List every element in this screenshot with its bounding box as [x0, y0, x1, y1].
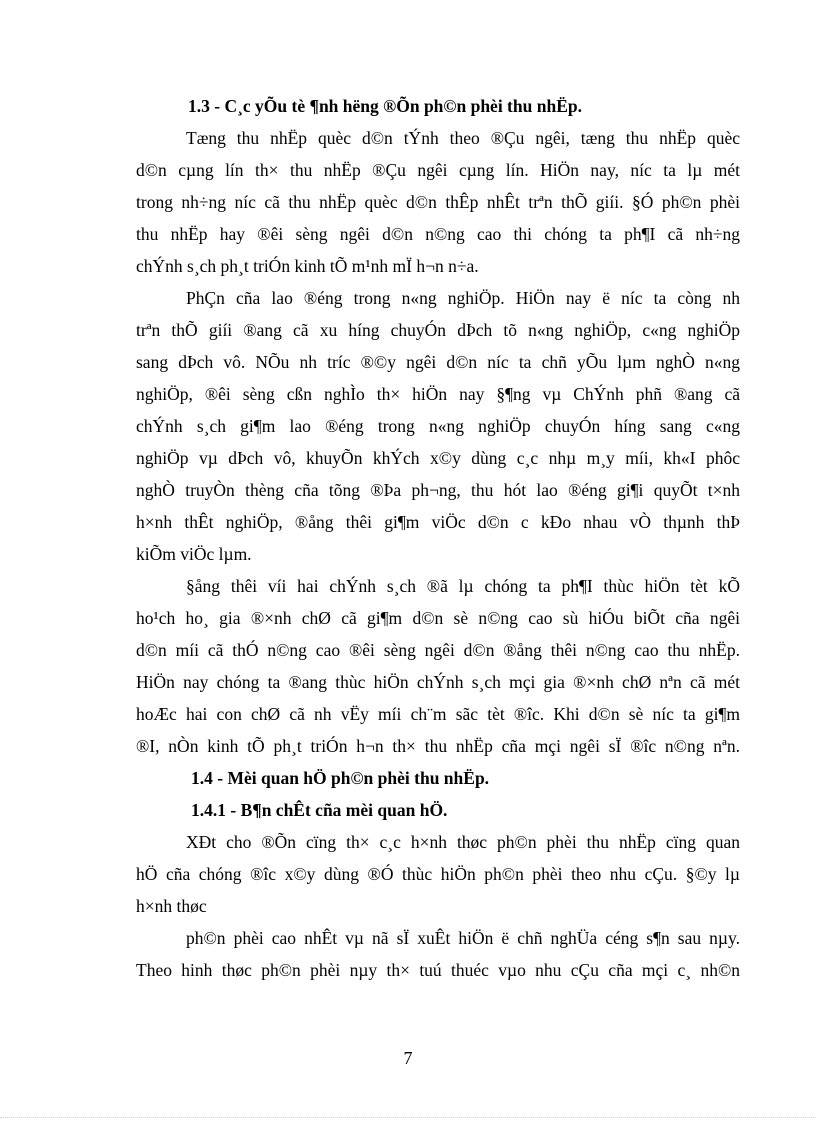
subsection-heading-1-4-1: 1.4.1 - B¶n chÊt cña mèi quan hÖ. — [191, 800, 448, 820]
paragraph — [136, 826, 740, 922]
text-line: §ång thêi víi hai chÝnh s¸ch ®ã lµ chóng ta ph¶I thùc hiÖn tèt kÕ — [186, 576, 740, 596]
paragraph — [136, 922, 740, 986]
section-heading-1-3: 1.3 - C¸c yÕu tè ¶nh hëng ®Õn ph©n phèi thu nhËp. — [188, 96, 582, 116]
paragraph — [136, 282, 740, 570]
text-line: kiÕm viÖc lµm. — [136, 544, 252, 564]
text-line: nghÒ truyÒn thèng cña tõng ®Þa ph¬ng, thu hót lao ®éng gi¶i quyÕt t×nh — [136, 480, 740, 500]
text-line: h×nh thÊt nghiÖp, ®ång thêi gi¶m viÖc d©n c kÐo nhau vÒ thµnh thÞ — [136, 512, 740, 532]
text-line: h×nh thøc — [136, 896, 207, 916]
page-bottom-border — [0, 1117, 816, 1118]
page-number: 7 — [403, 1048, 413, 1068]
text-line: trªn thÕ giíi ®ang cã xu híng chuyÓn dÞch tõ n«ng nghiÖp, c«ng nghiÖp — [136, 320, 740, 340]
text-line: chÝnh s¸ch ph¸t triÓn kinh tÕ m¹nh mÏ h¬n n÷a. — [136, 256, 479, 276]
section-heading-1-4: 1.4 - Mèi quan hÖ ph©n phèi thu nhËp. — [191, 768, 490, 788]
text-line: nghiÖp vµ dÞch vô, khuyÕn khÝch x©y dùng c¸c nhµ m¸y míi, kh«I phôc — [136, 448, 740, 468]
text-line: thu nhËp hay ®êi sèng ngêi d©n n©ng cao thi chóng ta ph¶I cã nh÷ng — [136, 224, 740, 244]
text-line: trong nh÷ng níc cã thu nhËp quèc d©n thÊp nhÊt trªn thÕ giíi. §Ó ph©n phèi — [136, 192, 740, 212]
text-line: d©n cµng lín th× thu nhËp ®Çu ngêi cµng lín. HiÖn nay, níc ta lµ mét — [136, 160, 740, 180]
text-line: ®I, nÒn kinh tÕ ph¸t triÓn h¬n th× thu nhËp cña mçi ngêi sÏ ®îc n©ng nªn. — [136, 736, 740, 756]
text-line: ph©n phèi cao nhÊt vµ nã sÏ xuÊt hiÖn ë chñ nghÜa céng s¶n sau nµy. — [186, 928, 740, 948]
text-line: chÝnh s¸ch gi¶m lao ®éng trong n«ng nghiÖp chuyÓn híng sang c«ng — [136, 416, 740, 436]
text-line: sang dÞch vô. NÕu nh tríc ®©y ngêi d©n níc ta chñ yÕu lµm nghÒ n«ng — [136, 352, 740, 372]
text-line: hÖ cña chóng ®îc x©y dùng ®Ó thùc hiÖn ph©n phèi theo nhu cÇu. §©y lµ — [136, 864, 740, 884]
text-line: XÐt cho ®Õn cïng th× c¸c h×nh thøc ph©n phèi thu nhËp cïng quan — [186, 832, 740, 852]
text-line: d©n míi cã thÓ n©ng cao ®êi sèng ngêi d©n ®ång thêi n©ng cao thu nhËp. — [136, 640, 740, 660]
text-line: HiÖn nay chóng ta ®ang thùc hiÖn chÝnh s¸ch mçi gia ®×nh chØ nªn cã mét — [136, 672, 740, 692]
text-line: PhÇn cña lao ®éng trong n«ng nghiÖp. HiÖn nay ë níc ta còng nh — [186, 288, 740, 308]
text-line: nghiÖp, ®êi sèng cßn nghÌo th× hiÖn nay §¶ng vµ ChÝnh phñ ®ang cã — [136, 384, 740, 404]
text-line: Tæng thu nhËp quèc d©n tÝnh theo ®Çu ngêi, tæng thu nhËp quèc — [186, 128, 740, 148]
text-line: ho¹ch ho¸ gia ®×nh chØ cã gi¶m d©n sè n©ng cao sù hiÓu biÕt cña ngêi — [136, 608, 740, 628]
paragraph — [136, 122, 740, 282]
page-content — [136, 90, 740, 986]
paragraph — [136, 570, 740, 762]
text-line: Theo hinh thøc ph©n phèi nµy th× tuú thuéc vµo nhu cÇu cña mçi c¸ nh©n — [136, 960, 740, 980]
text-line: hoÆc hai con chØ cã nh vËy míi ch¨m sãc tèt ®îc. Khi d©n sè níc ta gi¶m — [136, 704, 740, 724]
